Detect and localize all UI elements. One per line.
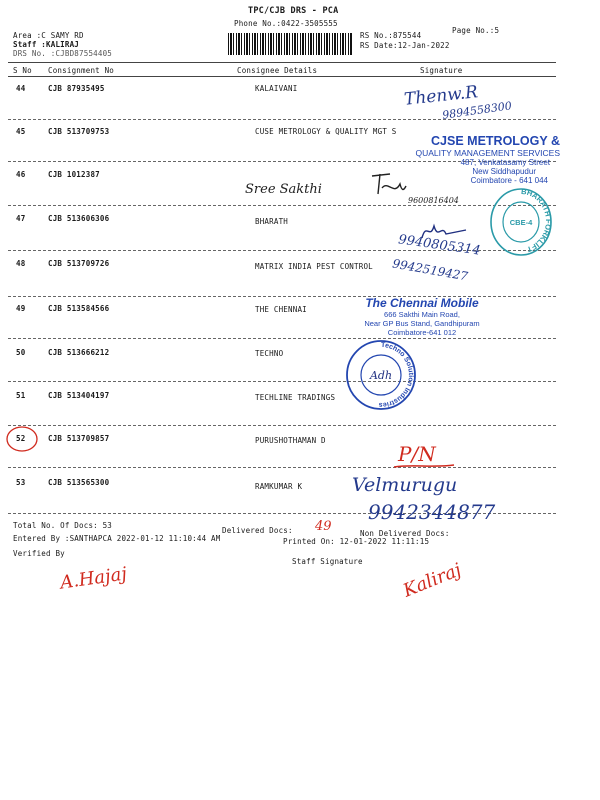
row-divider (8, 205, 556, 206)
row-consignee: RAMKUMAR K (255, 482, 303, 491)
page-number: Page No.:5 (452, 26, 500, 35)
delivered-count-handwritten: 49 (315, 519, 332, 534)
bharath-ring-text: BHARATH FORKLIFT (520, 186, 553, 255)
area-field: Area :C SAMY RD (13, 31, 84, 40)
row-sno: 53 (16, 478, 26, 487)
col-header-signature: Signature (420, 66, 463, 75)
chennai-stamp-address3: Coimbatore-641 012 (387, 328, 457, 337)
row-consignee: PURUSHOTHAMAN D (255, 436, 326, 445)
signature-48-phone: 9942519427 (391, 256, 469, 284)
bharath-center-text: CBE-4 (509, 218, 533, 227)
verified-by: Verified By (13, 549, 65, 558)
row-sno: 45 (16, 127, 26, 136)
row-consignee: BHARATH (255, 217, 289, 226)
row-consignee: THE CHENNAI (255, 305, 307, 314)
signature-53-name: Velmurugu (352, 474, 458, 496)
chennai-stamp-address1: 666 Sakthi Main Road, (384, 310, 460, 319)
row-sno: 51 (16, 391, 26, 400)
row-divider (8, 467, 556, 468)
staff-field (13, 40, 79, 49)
row-sno: 49 (16, 304, 26, 313)
col-header-sno: S No (13, 66, 32, 75)
cjse-stamp-title: CJSE METROLOGY & (431, 134, 560, 148)
row-consignee: CUSE METROLOGY & QUALITY MGT S (255, 127, 397, 136)
row-sno: 52 (16, 434, 26, 443)
row-consignment: CJB 513606306 (48, 214, 110, 223)
techno-solution-stamp (344, 338, 418, 412)
row-consignee: TECHNO (255, 349, 284, 358)
signature-46-phone: 9600816404 (408, 196, 459, 205)
staff-signature-label: Staff Signature (292, 557, 363, 566)
total-docs: Total No. Of Docs: 53 (13, 521, 113, 530)
verified-signature: A.Hajaj (58, 563, 129, 594)
row-consignment: CJB 513666212 (48, 348, 110, 357)
drs-number: DRS No. :CJBD87554405 (13, 49, 113, 58)
delivered-docs: Delivered Docs: (222, 526, 293, 535)
row-consignee: TECHLINE TRADINGS (255, 393, 336, 402)
signature-53-phone: 9942344877 (368, 500, 496, 524)
row-sno: 47 (16, 214, 26, 223)
row-52-circle (4, 424, 40, 454)
staff-signature: Kaliraj (400, 559, 465, 602)
row-consignment: CJB 87935495 (48, 84, 105, 93)
chennai-mobile-stamp (342, 296, 502, 337)
cjse-stamp-subtitle: QUALITY MANAGEMENT SERVICES (415, 148, 560, 158)
row-consignee: KALAIVANI (255, 84, 298, 93)
signature-44-phone: 9894558300 (441, 99, 513, 122)
entered-by: Entered By :SANTHAPCA 2022-01-12 11:10:44 AM (13, 534, 221, 543)
row-consignment: CJB 513565300 (48, 478, 110, 487)
row-sno: 46 (16, 170, 26, 179)
printed-on: Printed On: 12-01-2022 11:11:15 (283, 537, 430, 546)
row-consignment: CJB 513709726 (48, 259, 110, 268)
row-sno: 44 (16, 84, 26, 93)
barcode (228, 33, 352, 55)
row-divider (8, 338, 556, 339)
chennai-stamp-address2: Near GP Bus Stand, Gandhipuram (364, 319, 480, 328)
signature-52-underline (392, 462, 456, 470)
signature-44-name: Thenw.R (403, 82, 479, 110)
cjse-stamp-address1: 487, Venkatasamy Street (460, 158, 550, 167)
row-sno: 48 (16, 259, 26, 268)
row-consignee: MATRIX INDIA PEST CONTROL (255, 262, 373, 271)
signature-47-phone: 9940805314 (397, 232, 482, 259)
chennai-stamp-title: The Chennai Mobile (365, 296, 479, 310)
document-title: TPC/CJB DRS - PCA (248, 6, 339, 16)
row-divider (8, 425, 556, 426)
row-consignment: CJB 1012387 (48, 170, 100, 179)
header-divider-bottom (8, 76, 556, 77)
row-consignment: CJB 513709857 (48, 434, 110, 443)
row-consignment: CJB 513709753 (48, 127, 110, 136)
rs-date: RS Date:12-Jan-2022 (360, 41, 450, 50)
col-header-consignment: Consignment No (48, 66, 115, 75)
col-header-consignee: Consignee Details (237, 66, 318, 75)
staff-label: Staff : (13, 40, 47, 49)
row-divider (8, 381, 556, 382)
phone-number: Phone No.:0422-3505555 (234, 19, 338, 28)
header-divider-top (8, 62, 556, 63)
cjse-stamp-address2: New Siddhapudur (472, 167, 536, 176)
row-consignment: CJB 513404197 (48, 391, 110, 400)
row-sno: 50 (16, 348, 26, 357)
row-consignment: CJB 513584566 (48, 304, 110, 313)
signature-52-mark: P/N (398, 442, 436, 466)
row-divider (8, 119, 556, 120)
rs-number: RS No.:875544 (360, 31, 422, 40)
cjse-stamp-address3: Coimbatore - 641 044 (470, 176, 548, 185)
signature-46-name: Sree Sakthi (245, 182, 322, 197)
staff-name: KALIRAJ (46, 40, 80, 49)
non-delivered-docs: Non Delivered Docs: (360, 529, 450, 538)
techno-center-text: Adh (369, 369, 393, 382)
techno-ring-text: Techno Solution Industries (378, 341, 414, 409)
bharath-forklift-stamp (488, 186, 554, 258)
cjse-metrology-stamp (392, 134, 560, 185)
